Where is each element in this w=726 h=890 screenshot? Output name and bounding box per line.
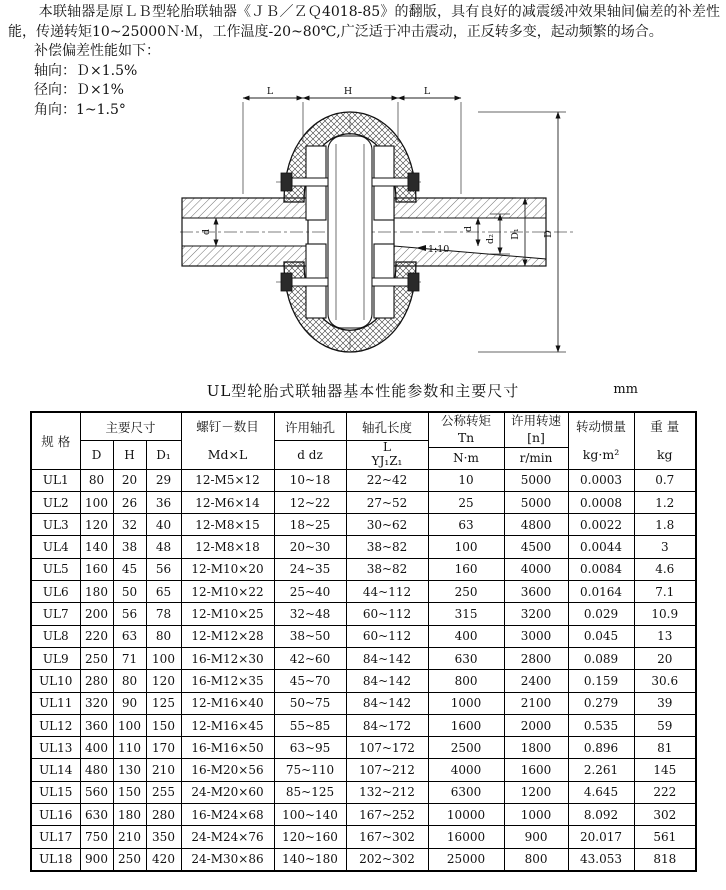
table-cell: 818 (634, 848, 696, 871)
table-cell: 90 (113, 692, 146, 714)
table-row (31, 781, 696, 803)
table-cell: 360 (80, 714, 113, 736)
table-cell: UL15 (31, 781, 80, 803)
speed-symbol: [n] (527, 430, 545, 445)
table-cell: 13 (634, 625, 696, 647)
table-cell: 38~82 (346, 558, 428, 580)
table-cell: 132~212 (346, 781, 428, 803)
table-cell: 3200 (504, 603, 568, 625)
col-header-bore-length: 轴孔长度 (346, 412, 428, 441)
table-cell: 3000 (504, 625, 568, 647)
col-header-bore-length-sub (346, 441, 428, 470)
table-cell: 12-M8×15 (181, 514, 274, 536)
table-cell: 250 (428, 581, 504, 603)
table-row (31, 514, 696, 536)
table-cell: 5000 (504, 469, 568, 491)
table-cell: 25000 (428, 848, 504, 871)
table-cell: 36 (146, 491, 181, 513)
table-cell: 10.9 (634, 603, 696, 625)
table-cell: UL3 (31, 514, 80, 536)
table-cell: 0.0084 (568, 558, 634, 580)
table-cell: 0.029 (568, 603, 634, 625)
table-cell: 630 (80, 804, 113, 826)
table-cell: 110 (113, 737, 146, 759)
col-header-D1: D₁ (146, 441, 181, 470)
table-row (31, 804, 696, 826)
inertia-unit: kg·m² (582, 446, 620, 462)
table-cell: 1200 (504, 781, 568, 803)
table-cell: 180 (113, 804, 146, 826)
table-row (31, 692, 696, 714)
table-cell: 1.8 (634, 514, 696, 536)
table-row (31, 581, 696, 603)
table-cell: 0.279 (568, 692, 634, 714)
table-cell: 200 (80, 603, 113, 625)
table-cell: 2400 (504, 670, 568, 692)
table-cell: 39 (634, 692, 696, 714)
table-cell: 24-M30×86 (181, 848, 274, 871)
table-body (31, 469, 696, 871)
table-cell: UL6 (31, 581, 80, 603)
table-cell: 0.089 (568, 647, 634, 669)
table-cell: 12-M8×18 (181, 536, 274, 558)
table-cell: 71 (113, 647, 146, 669)
table-cell: 125 (146, 692, 181, 714)
table-cell: 202~302 (346, 848, 428, 871)
table-cell: UL13 (31, 737, 80, 759)
table-cell: 30~62 (346, 514, 428, 536)
table-cell: 59 (634, 714, 696, 736)
table-cell: 84~142 (346, 692, 428, 714)
table-cell: 45~70 (274, 670, 346, 692)
torque-symbol: Tn (457, 430, 475, 445)
table-cell: 25 (428, 491, 504, 513)
col-header-bore: 许用轴孔 (274, 412, 346, 441)
table-row (31, 536, 696, 558)
table-title: UL型轮胎式联轴器基本性能参数和主要尺寸 (206, 382, 520, 400)
table-cell: 630 (428, 647, 504, 669)
table-cell: 0.045 (568, 625, 634, 647)
table-cell: 150 (113, 781, 146, 803)
table-cell: 160 (428, 558, 504, 580)
table-cell: 107~212 (346, 759, 428, 781)
table-cell: 2.261 (568, 759, 634, 781)
table-cell: UL16 (31, 804, 80, 826)
table-cell: 222 (634, 781, 696, 803)
table-cell: 12-M5×12 (181, 469, 274, 491)
radial-spec: 径向：Ｄ×1% (34, 82, 124, 98)
table-cell: 100 (428, 536, 504, 558)
table-row (31, 670, 696, 692)
table-cell: 4.6 (634, 558, 696, 580)
table-row (31, 491, 696, 513)
table-cell: 100 (146, 647, 181, 669)
taper-label: 1:10 (428, 244, 450, 255)
intro-paragraph: 本联轴器是原ＬＢ型轮胎联轴器《ＪＢ／ＺＱ4018-85》的翻版，具有良好的减震缓冲效果轴间偏差的补差性能，传递转矩10~25000Ｎ·Ｍ，工作温度-20~80℃,广泛适于冲击震动，正反转多变，起动频繁的场合。 (8, 4, 720, 40)
table-cell: 56 (113, 603, 146, 625)
table-cell: 10 (428, 469, 504, 491)
table-cell: 3 (634, 536, 696, 558)
table-cell: 120 (80, 514, 113, 536)
col-header-speed (504, 412, 568, 447)
table-cell: 12-M16×45 (181, 714, 274, 736)
angular-spec: 角向：1~1.5° (34, 101, 126, 118)
table-cell: 56 (146, 558, 181, 580)
table-cell: 0.7 (634, 469, 696, 491)
table-cell: 12-M10×22 (181, 581, 274, 603)
table-cell: 3600 (504, 581, 568, 603)
weight-label: 重 量 (650, 418, 680, 434)
table-cell: 1600 (504, 759, 568, 781)
table-cell: 167~252 (346, 804, 428, 826)
table-cell: 32~48 (274, 603, 346, 625)
table-row (31, 759, 696, 781)
table-cell: UL11 (31, 692, 80, 714)
table-cell: 12-M16×40 (181, 692, 274, 714)
table-header (31, 412, 696, 469)
table-cell: 280 (80, 670, 113, 692)
table-row (31, 469, 696, 491)
table-cell: UL10 (31, 670, 80, 692)
table-cell: 480 (80, 759, 113, 781)
table-cell: 12-M12×28 (181, 625, 274, 647)
table-cell: 1.2 (634, 491, 696, 513)
parameters-table (30, 411, 697, 872)
table-cell: 29 (146, 469, 181, 491)
table-cell: 400 (80, 737, 113, 759)
table-cell: 84~172 (346, 714, 428, 736)
table-cell: 20 (634, 647, 696, 669)
table-cell: UL7 (31, 603, 80, 625)
table-row (31, 714, 696, 736)
table-cell: UL17 (31, 826, 80, 848)
table-row (31, 848, 696, 871)
table-cell: 16-M20×56 (181, 759, 274, 781)
table-cell: 50 (113, 581, 146, 603)
table-row (31, 625, 696, 647)
table-cell: 160 (80, 558, 113, 580)
table-cell: 84~142 (346, 670, 428, 692)
col-header-weight (634, 412, 696, 469)
table-cell: 315 (428, 603, 504, 625)
table-cell: UL4 (31, 536, 80, 558)
compensation-header: 补偿偏差性能如下： (34, 43, 160, 59)
table-cell: 63~95 (274, 737, 346, 759)
table-cell: 26 (113, 491, 146, 513)
table-cell: 100 (80, 491, 113, 513)
table-cell: 1000 (504, 804, 568, 826)
col-header-H: H (113, 441, 146, 470)
col-header-inertia (568, 412, 634, 469)
table-title-row (30, 380, 696, 404)
table-cell: 210 (146, 759, 181, 781)
table-unit: mm (613, 382, 638, 397)
table-cell: 250 (80, 647, 113, 669)
table-cell: 10~18 (274, 469, 346, 491)
table-cell: 0.0044 (568, 536, 634, 558)
weight-unit: kg (656, 446, 673, 462)
table-cell: 420 (146, 848, 181, 871)
table-cell: 0.0022 (568, 514, 634, 536)
table-cell: 140 (80, 536, 113, 558)
table-cell: 85~125 (274, 781, 346, 803)
axial-spec: 轴向：Ｄ×1.5% (34, 62, 138, 79)
table-cell: 4000 (504, 558, 568, 580)
table-cell: 16-M24×68 (181, 804, 274, 826)
table-cell: 65 (146, 581, 181, 603)
table-row (31, 737, 696, 759)
table-cell: 38 (113, 536, 146, 558)
table-cell: 6300 (428, 781, 504, 803)
col-header-screws (181, 412, 274, 469)
table-cell: 27~52 (346, 491, 428, 513)
table-cell: UL18 (31, 848, 80, 871)
table-cell: 81 (634, 737, 696, 759)
bore-length-sub2: YJ₁Z₁ (371, 453, 403, 468)
table-cell: 10000 (428, 804, 504, 826)
table-cell: 38~50 (274, 625, 346, 647)
table-cell: 4.645 (568, 781, 634, 803)
dim-label-D1: D₁ (510, 228, 521, 240)
table-cell: 170 (146, 737, 181, 759)
table-cell: 75~110 (274, 759, 346, 781)
right-hub-bottom-wall (394, 246, 546, 266)
table-cell: 16-M12×30 (181, 647, 274, 669)
table-cell: 900 (80, 848, 113, 871)
dim-label-d-left: d (201, 228, 212, 236)
table-cell: 63 (113, 625, 146, 647)
table-cell: 560 (80, 781, 113, 803)
table-cell: 220 (80, 625, 113, 647)
table-cell: 400 (428, 625, 504, 647)
drawing-area (178, 82, 610, 384)
table-cell: 43.053 (568, 848, 634, 871)
table-cell: 44~112 (346, 581, 428, 603)
coupling-drawing (178, 82, 610, 384)
table-cell: 78 (146, 603, 181, 625)
col-header-spec: 规 格 (31, 412, 80, 469)
table-cell: 12-M6×14 (181, 491, 274, 513)
table-cell: 800 (428, 670, 504, 692)
table-cell: 80 (80, 469, 113, 491)
table-cell: UL8 (31, 625, 80, 647)
right-hub-top-wall (394, 198, 546, 218)
table-cell: 180 (80, 581, 113, 603)
table-cell: 16000 (428, 826, 504, 848)
bore-length-sub1: L (383, 440, 391, 454)
table-cell: 120~160 (274, 826, 346, 848)
table-cell: 42~60 (274, 647, 346, 669)
inertia-label: 转动惯量 (576, 418, 627, 434)
table-cell: 55~85 (274, 714, 346, 736)
table-cell: 0.159 (568, 670, 634, 692)
table-cell: 2500 (428, 737, 504, 759)
col-header-speed-unit: r/min (504, 447, 568, 469)
table-cell: 80 (113, 670, 146, 692)
table-cell: 18~25 (274, 514, 346, 536)
table-cell: 140~180 (274, 848, 346, 871)
table-cell: 120 (146, 670, 181, 692)
table-cell: 150 (146, 714, 181, 736)
table-cell: 12~22 (274, 491, 346, 513)
table-cell: 100~140 (274, 804, 346, 826)
table-cell: 48 (146, 536, 181, 558)
table-cell: 900 (504, 826, 568, 848)
table-cell: 84~142 (346, 647, 428, 669)
table-cell: 30.6 (634, 670, 696, 692)
table-cell: 24~35 (274, 558, 346, 580)
table-cell: 32 (113, 514, 146, 536)
table-cell: 20~30 (274, 536, 346, 558)
table-section (30, 380, 696, 872)
table-cell: 2100 (504, 692, 568, 714)
table-cell: 1800 (504, 737, 568, 759)
table-cell: 4000 (428, 759, 504, 781)
table-cell: 5000 (504, 491, 568, 513)
table-cell: 1000 (428, 692, 504, 714)
table-cell: UL9 (31, 647, 80, 669)
table-cell: 0.0164 (568, 581, 634, 603)
table-cell: 145 (634, 759, 696, 781)
table-cell: 16-M16×50 (181, 737, 274, 759)
table-cell: 302 (634, 804, 696, 826)
table-cell: 45 (113, 558, 146, 580)
table-cell: 16-M12×35 (181, 670, 274, 692)
table-cell: 800 (504, 848, 568, 871)
table-row (31, 826, 696, 848)
table-row (31, 558, 696, 580)
table-cell: 20 (113, 469, 146, 491)
table-cell: 7.1 (634, 581, 696, 603)
table-cell: 24-M20×60 (181, 781, 274, 803)
table-cell: 350 (146, 826, 181, 848)
table-cell: 280 (146, 804, 181, 826)
table-cell: 167~302 (346, 826, 428, 848)
table-cell: 210 (113, 826, 146, 848)
dim-label-D: D (543, 230, 554, 238)
speed-label: 许用转速 (511, 413, 562, 429)
table-cell: 25~40 (274, 581, 346, 603)
table-cell: 750 (80, 826, 113, 848)
table-cell: 12-M10×25 (181, 603, 274, 625)
table-cell: 2000 (504, 714, 568, 736)
table-cell: 250 (113, 848, 146, 871)
table-cell: 24-M24×76 (181, 826, 274, 848)
table-cell: 1600 (428, 714, 504, 736)
table-cell: 2800 (504, 647, 568, 669)
table-cell: 22~42 (346, 469, 428, 491)
screws-label: 螺钉－数目 (196, 418, 259, 434)
table-cell: 561 (634, 826, 696, 848)
table-cell: UL14 (31, 759, 80, 781)
table-cell: 0.896 (568, 737, 634, 759)
table-cell: UL12 (31, 714, 80, 736)
table-cell: 0.0008 (568, 491, 634, 513)
table-cell: UL5 (31, 558, 80, 580)
table-cell: 100 (113, 714, 146, 736)
table-cell: 63 (428, 514, 504, 536)
table-cell: 4800 (504, 514, 568, 536)
table-cell: 107~172 (346, 737, 428, 759)
dim-label-d2: d₂ (485, 234, 496, 244)
table-cell: 0.0003 (568, 469, 634, 491)
table-cell: 60~112 (346, 603, 428, 625)
torque-label: 公称转矩 (441, 413, 492, 429)
table-cell: 60~112 (346, 625, 428, 647)
table-cell: 50~75 (274, 692, 346, 714)
col-header-torque-unit: N·m (428, 447, 504, 469)
dim-label-L-left: L (266, 86, 274, 97)
table-cell: UL1 (31, 469, 80, 491)
col-header-D: D (80, 441, 113, 470)
hub-sleeve (328, 136, 372, 328)
table-cell: 12-M10×20 (181, 558, 274, 580)
col-header-main-dims: 主要尺寸 (80, 412, 181, 441)
col-header-torque (428, 412, 504, 447)
table-cell: UL2 (31, 491, 80, 513)
dim-label-L-right: L (423, 86, 431, 97)
table-cell: 130 (113, 759, 146, 781)
dim-label-H: H (343, 86, 353, 97)
col-header-bore-sub: d dz (274, 441, 346, 470)
table-cell: 38~82 (346, 536, 428, 558)
table-row (31, 647, 696, 669)
screws-sub-label: Md×L (207, 446, 248, 462)
table-cell: 0.535 (568, 714, 634, 736)
table-cell: 80 (146, 625, 181, 647)
table-cell: 8.092 (568, 804, 634, 826)
table-cell: 255 (146, 781, 181, 803)
dim-label-d-right: d (463, 225, 474, 233)
table-cell: 4500 (504, 536, 568, 558)
table-cell: 320 (80, 692, 113, 714)
table-cell: 40 (146, 514, 181, 536)
table-cell: 20.017 (568, 826, 634, 848)
table-row (31, 603, 696, 625)
